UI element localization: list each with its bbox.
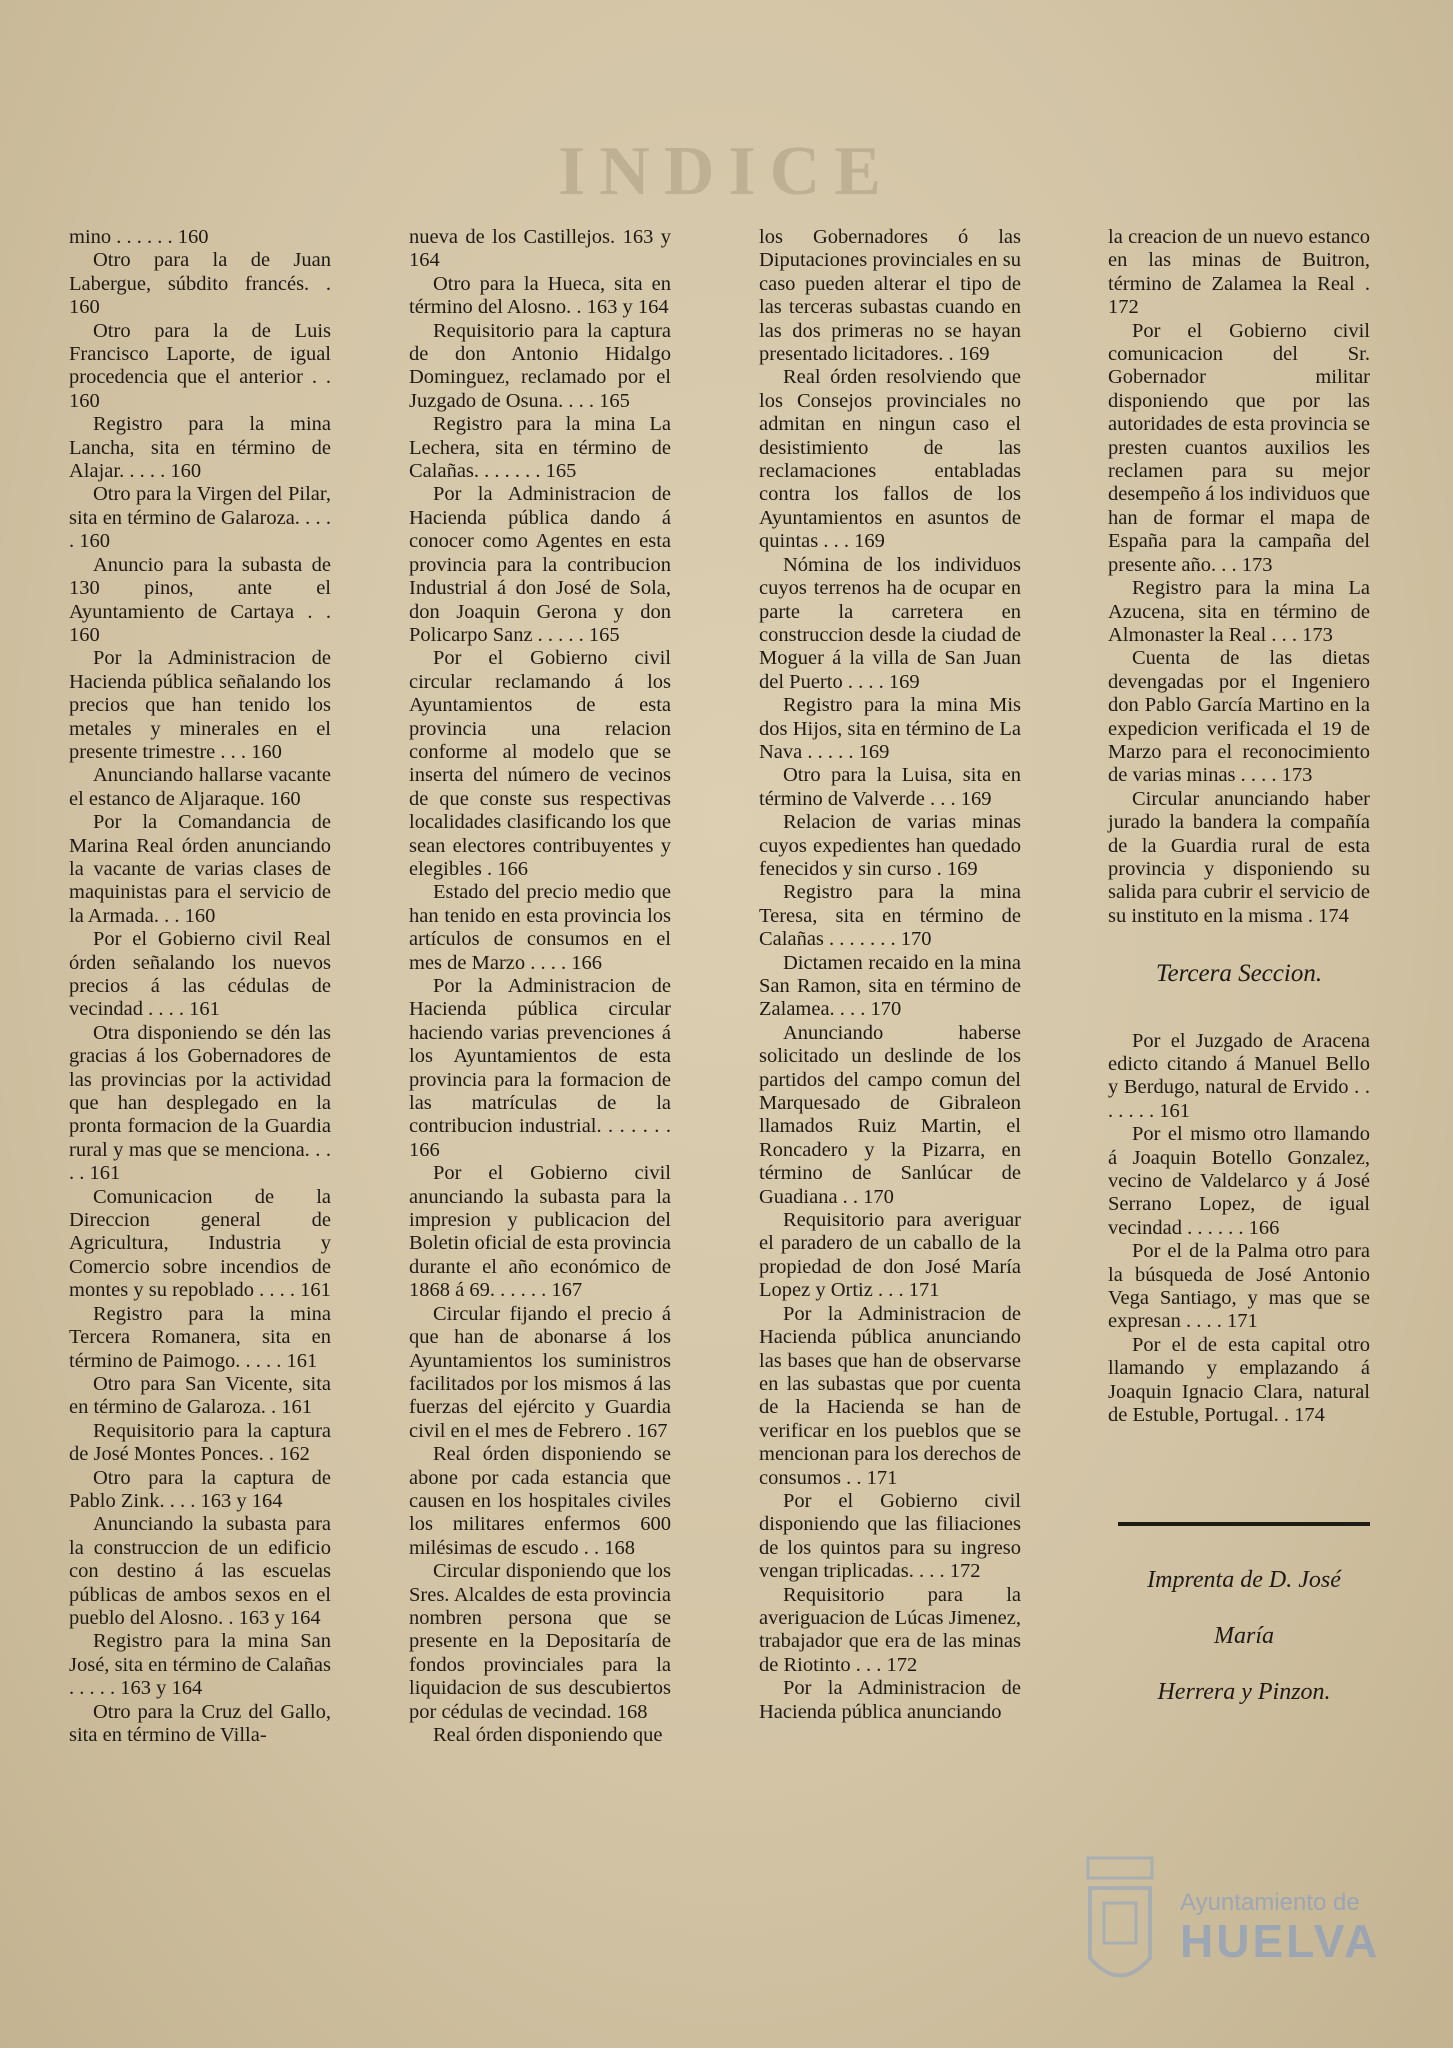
index-entry: Real órden resolviendo que los Consejos provinciales no admitan en ningun caso el desistimiento de las reclamaciones entabladas contra los fallos de los Ayuntamientos en asuntos de quintas . . . 169 [759, 366, 1021, 553]
index-entry: Registro para la mina Mis dos Hijos, sita en término de La Nava . . . . . 169 [759, 694, 1021, 763]
index-entry: Otro para la Luisa, sita en término de Valverde . . . 169 [759, 764, 1021, 810]
index-entry: Anunciando hallarse vacante el estanco de Aljaraque. 160 [69, 764, 331, 810]
index-entry: Otra disponiendo se dén las gracias á los Gobernadores de las provincias por la actividad que han desplegado en la pronta formacion de la Guardia rural y mas que se menciona. . . . . 161 [69, 1021, 331, 1185]
index-entry: Requisitorio para averiguar el paradero de un caballo de la propiedad de don José María Lopez y Ortiz . . . 171 [759, 1209, 1021, 1302]
watermark-line-2: HUELVA [1180, 1915, 1381, 1968]
index-entry: Requisitorio para la captura de José Montes Ponces. . 162 [69, 1419, 331, 1466]
index-entry: Real órden disponiendo que [433, 1724, 663, 1746]
index-entry: Registro para la mina Tercera Romanera, sita en término de Paimogo. . . . . 161 [69, 1302, 331, 1372]
index-entry: Registro para la mina Lancha, sita en término de Alajar. . . . . 160 [69, 413, 331, 483]
index-entry: Dictamen recaido en la mina San Ramon, sita en término de Zalamea. . . . 170 [759, 951, 1021, 1021]
index-entry: Nómina de los individuos cuyos terrenos ha de ocupar en parte la carretera en construccion desde la ciudad de Moguer á la villa de San Juan del Puerto . . . . 169 [759, 553, 1021, 693]
index-entry: Circular disponiendo que los Sres. Alcaldes de esta provincia nombren persona que se presente en la Depositaría de fondos provinciales para la liquidacion de sus descubiertos por cédulas de vecindad. 168 [409, 1560, 671, 1723]
index-entry: la creacion de un nuevo estanco en las minas de Buitron, término de Zalamea la Real . 172 [1108, 226, 1370, 319]
index-entry: Registro para la mina La Azucena, sita en término de Almonaster la Real . . . 173 [1108, 577, 1370, 646]
index-entry: Por la Administracion de Hacienda pública señalando los precios que han tenido los metales y minerales en el presente trimestre . . . 160 [69, 647, 331, 763]
index-entry: Cuenta de las dietas devengadas por el Ingeniero don Pablo García Martino en la expedicion verificada el 19 de Marzo para el reconocimiento de varias minas . . . . 173 [1108, 647, 1370, 787]
index-entry: mino . . . . . . 160 [69, 226, 209, 248]
index-entry: Por el Gobierno civil anunciando la subasta para la impresion y publicacion del Boletin oficial de esta provincia durante el año económico de 1868 á 69. . . . . . 167 [409, 1162, 671, 1302]
index-entry: Por el de esta capital otro llamando y emplazando á Joaquin Ignacio Clara, natural de Estuble, Portugal. . 174 [1108, 1333, 1370, 1427]
index-entry: Registro para la mina San José, sita en término de Calañas . . . . . 163 y 164 [69, 1630, 331, 1700]
index-entry: Circular anunciando haber jurado la bandera la compañía de la Guardia rural de esta provincia y disponiendo su salida para cubrir el servicio de su instituto en la misma . 174 [1108, 787, 1370, 927]
index-column-1 [69, 226, 331, 1747]
index-entry: Anunciando haberse solicitado un deslinde de los partidos del campo comun del Marquesado de Gibraleon llamados Ruiz Martin, el Roncadero y la Pizarra, en término de Sanlúcar de Guadiana . . 170 [759, 1021, 1021, 1208]
index-column-2 [409, 226, 671, 1747]
index-entry: Otro para la Cruz del Gallo, sita en término de Villa- [69, 1700, 331, 1746]
index-entry: Real órden disponiendo se abone por cada estancia que causen en los hospitales civiles los militares enfermos 600 milésimas de escudo . . 168 [409, 1443, 671, 1559]
index-entry: Otro para la de Juan Labergue, súbdito francés. . 160 [69, 249, 331, 319]
index-entry: Por la Administracion de Hacienda pública anunciando [759, 1677, 1021, 1723]
index-entry: nueva de los Castillejos. 163 y 164 [409, 226, 671, 272]
index-entry: Otro para la de Luis Francisco Laporte, de igual procedencia que el anterior . . 160 [69, 319, 331, 412]
imprint-line-1: Imprenta de D. José María [1147, 1566, 1341, 1649]
index-entry: Por la Administracion de Hacienda pública dando á conocer como Agentes en esta provincia para la contribucion Industrial á don José de Sola, don Joaquin Gerona y don Policarpo Sanz . . . . . 165 [409, 483, 671, 646]
coat-of-arms-icon [1080, 1848, 1160, 1998]
index-entry: Otro para la Virgen del Pilar, sita en término de Galaroza. . . . . 160 [69, 483, 331, 553]
index-column-3 [759, 226, 1021, 1724]
index-entry: Requisitorio para la captura de don Antonio Hidalgo Dominguez, reclamado por el Juzgado de Osuna. . . . 165 [409, 319, 671, 412]
index-entry: Comunicacion de la Direccion general de Agricultura, Industria y Comercio sobre incendios de montes y su repoblado . . . . 161 [69, 1185, 331, 1302]
index-column-4 [1108, 226, 1370, 1720]
index-entry: Por la Administracion de Hacienda pública anunciando las bases que han de observarse en las subastas que por cuenta de la Hacienda se han de verificar en los pueblos que se mencionan para los derechos de consumos . . 171 [759, 1302, 1021, 1489]
index-entry: Por el de la Palma otro para la búsqueda de José Antonio Vega Santiago, y mas que se expresan . . . . 171 [1108, 1240, 1370, 1333]
page-title: INDICE [558, 133, 895, 210]
index-entry: Otro para la captura de Pablo Zink. . . . 163 y 164 [69, 1466, 331, 1512]
index-entry: Anunciando la subasta para la construccion de un edificio con destino á las escuelas públicas de ambos sexos en el pueblo del Alosno. . 163 y 164 [69, 1513, 331, 1629]
index-entry: Circular fijando el precio á que han de abonarse á los Ayuntamientos los suministros facilitados por los mismos á las fuerzas del ejército y Guardia civil en el mes de Febrero . 167 [409, 1302, 671, 1442]
index-entry: Anuncio para la subasta de 130 pinos, ante el Ayuntamiento de Cartaya . . 160 [69, 553, 331, 646]
imprint-line-2: Herrera y Pinzon. [1157, 1678, 1331, 1705]
index-entry: Registro para la mina La Lechera, sita en término de Calañas. . . . . . . 165 [409, 413, 671, 483]
index-entry: Por el Gobierno civil disponiendo que las filiaciones de los quintos para su ingreso vengan triplicadas. . . . 172 [759, 1489, 1021, 1583]
watermark-line-1: Ayuntamiento de [1180, 1889, 1360, 1916]
divider-rule [1118, 1522, 1370, 1526]
index-entry: los Gobernadores ó las Diputaciones provinciales en su caso pueden alterar el tipo de las terceras subastas cuando en las dos primeras no se hayan presentado licitadores. . 169 [759, 226, 1021, 366]
index-entry: Relacion de varias minas cuyos expedientes han quedado fenecidos y sin curso . 169 [759, 811, 1021, 880]
index-entry: Otro para San Vicente, sita en término de Galaroza. . 161 [69, 1372, 331, 1419]
index-entry: Por el Juzgado de Aracena edicto citando á Manuel Bello y Berdugo, natural de Ervido . . . . . . . 161 [1108, 1029, 1370, 1122]
index-entry: Por el mismo otro llamando á Joaquin Botello Gonzalez, vecino de Valdelarco y á José Serrano Lopez, de igual vecindad . . . . . . 166 [1108, 1123, 1370, 1239]
section-heading: Tercera Seccion. [1155, 960, 1323, 988]
index-entry: Por el Gobierno civil comunicacion del Sr. Gobernador militar disponiendo que por las autoridades de esta provincia se presten cuantos auxilios les reclamen para su mejor desempeño á los individuos que han de formar el mapa de España para la campaña del presente año. . . 173 [1108, 319, 1370, 576]
index-entry: Otro para la Hueca, sita en término del Alosno. . 163 y 164 [409, 272, 671, 319]
index-entry: Por el Gobierno civil circular reclamando á los Ayuntamientos de esta provincia una relacion conforme al modelo que se inserta del número de vecinos de que conste sus respectivas localidades clasificando los que sean electores contribuyentes y elegibles . 166 [409, 647, 671, 880]
watermark-text [1180, 1890, 1380, 1967]
index-entry: Por la Administracion de Hacienda pública circular haciendo varias prevenciones á los Ayuntamientos de esta provincia para la formacion de las matrículas de la contribucion industrial. . . . . . . 166 [409, 975, 671, 1161]
index-entry: Por el Gobierno civil Real órden señalando los nuevos precios á las cédulas de vecindad . . . . 161 [69, 928, 331, 1021]
index-entry: Requisitorio para la averiguacion de Lúcas Jimenez, trabajador que era de las minas de Riotinto . . . 172 [759, 1583, 1021, 1676]
index-entry: Por la Comandancia de Marina Real órden anunciando la vacante de varias clases de maquinistas para el servicio de la Armada. . . 160 [69, 811, 331, 927]
index-entry: Estado del precio medio que han tenido en esta provincia los artículos de consumos en el mes de Marzo . . . . 166 [409, 881, 671, 974]
index-entry: Registro para la mina Teresa, sita en término de Calañas . . . . . . . 170 [759, 881, 1021, 951]
